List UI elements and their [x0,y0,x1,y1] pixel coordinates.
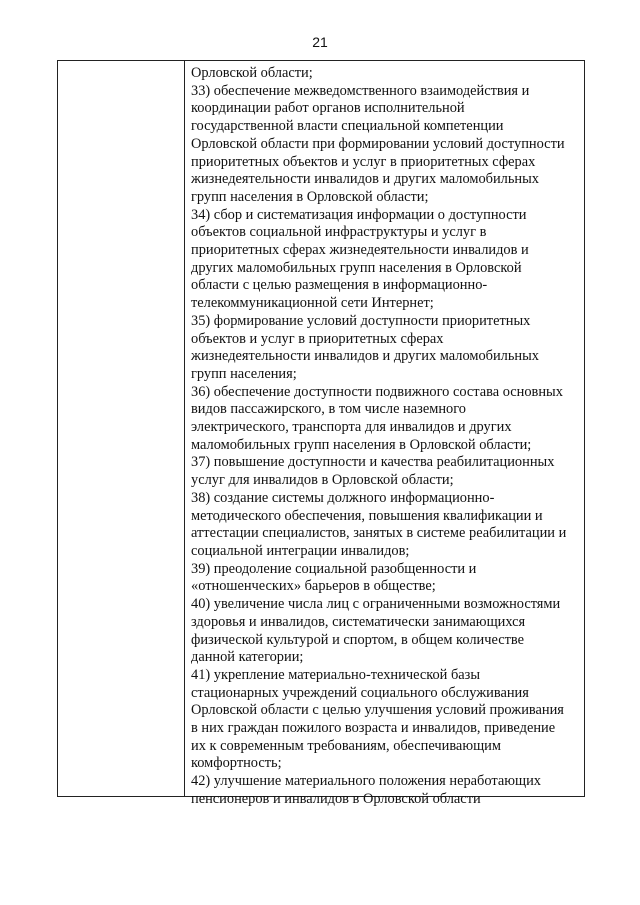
text-line: аттестации специалистов, занятых в системе реабилитации и [191,525,567,542]
text-line: видов пассажирского, в том числе наземного [191,401,466,418]
text-line: данной категории; [191,649,304,666]
text-line: координации работ органов исполнительной [191,100,465,117]
table-left-cell [58,61,185,796]
table-text-cell [191,65,585,809]
text-line: Орловской области; [191,65,313,81]
text-line: 42) улучшение материального положения неработающих [191,773,541,790]
text-line: «отношенческих» барьеров в обществе; [191,578,436,595]
text-line: 41) укрепление материально-технической базы [191,666,481,683]
text-line: физической культурой и спортом, в общем количестве [191,631,524,648]
text-line: Орловской области при формировании условий доступности [191,135,565,152]
text-line: 34) сбор и систематизация информации о доступности [191,206,527,223]
text-line: маломобильных групп населения в Орловской области; [191,436,532,453]
text-line: комфортность; [191,755,282,772]
text-line: объектов и услуг в приоритетных сферах [191,330,444,347]
text-line: 36) обеспечение доступности подвижного состава основных [191,383,563,400]
text-line: здоровья и инвалидов, систематически занимающихся [191,613,526,630]
text-line: жизнедеятельности инвалидов и других маломобильных [191,171,539,188]
text-line: социальной интеграции инвалидов; [191,542,410,559]
text-line: 37) повышение доступности и качества реабилитационных [191,454,555,471]
text-line: услуг для инвалидов в Орловской области; [191,472,454,489]
text-line: государственной власти специальной компетенции [191,118,504,135]
text-line: методического обеспечения, повышения квалификации и [191,507,543,524]
text-line: жизнедеятельности инвалидов и других маломобильных [191,348,539,365]
text-line: стационарных учреждений социального обслуживания [191,684,529,701]
text-line: электрического, транспорта для инвалидов и других [191,419,512,436]
text-line: приоритетных объектов и услуг в приоритетных сферах [191,153,536,170]
text-line: их к современным требованиям, обеспечивающим [191,737,501,754]
text-line: 38) создание системы должного информационно- [191,489,495,506]
text-line: области с целью размещения в информационно- [191,277,488,294]
text-line: групп населения; [191,365,297,382]
text-line: 35) формирование условий доступности приоритетных [191,312,531,329]
text-line: других маломобильных групп населения в Орловской [191,259,522,276]
text-line: 33) обеспечение межведомственного взаимодействия и [191,82,530,99]
text-line: групп населения в Орловской области; [191,188,429,205]
text-line: 39) преодоление социальной разобщенности и [191,560,477,577]
text-line: Орловской области с целью улучшения условий проживания [191,702,564,719]
text-line: телекоммуникационной сети Интернет; [191,295,434,312]
text-line: объектов социальной инфраструктуры и услуг в [191,224,487,241]
text-line: 40) увеличение числа лиц с ограниченными возможностями [191,596,561,613]
text-line: в них граждан пожилого возраста и инвалидов, приведение [191,720,556,737]
text-line: приоритетных сферах жизнедеятельности инвалидов и [191,242,529,259]
text-line: пенсионеров и инвалидов в Орловской области [191,790,481,807]
document-table [57,60,585,807]
page-number: 21 [312,34,328,50]
